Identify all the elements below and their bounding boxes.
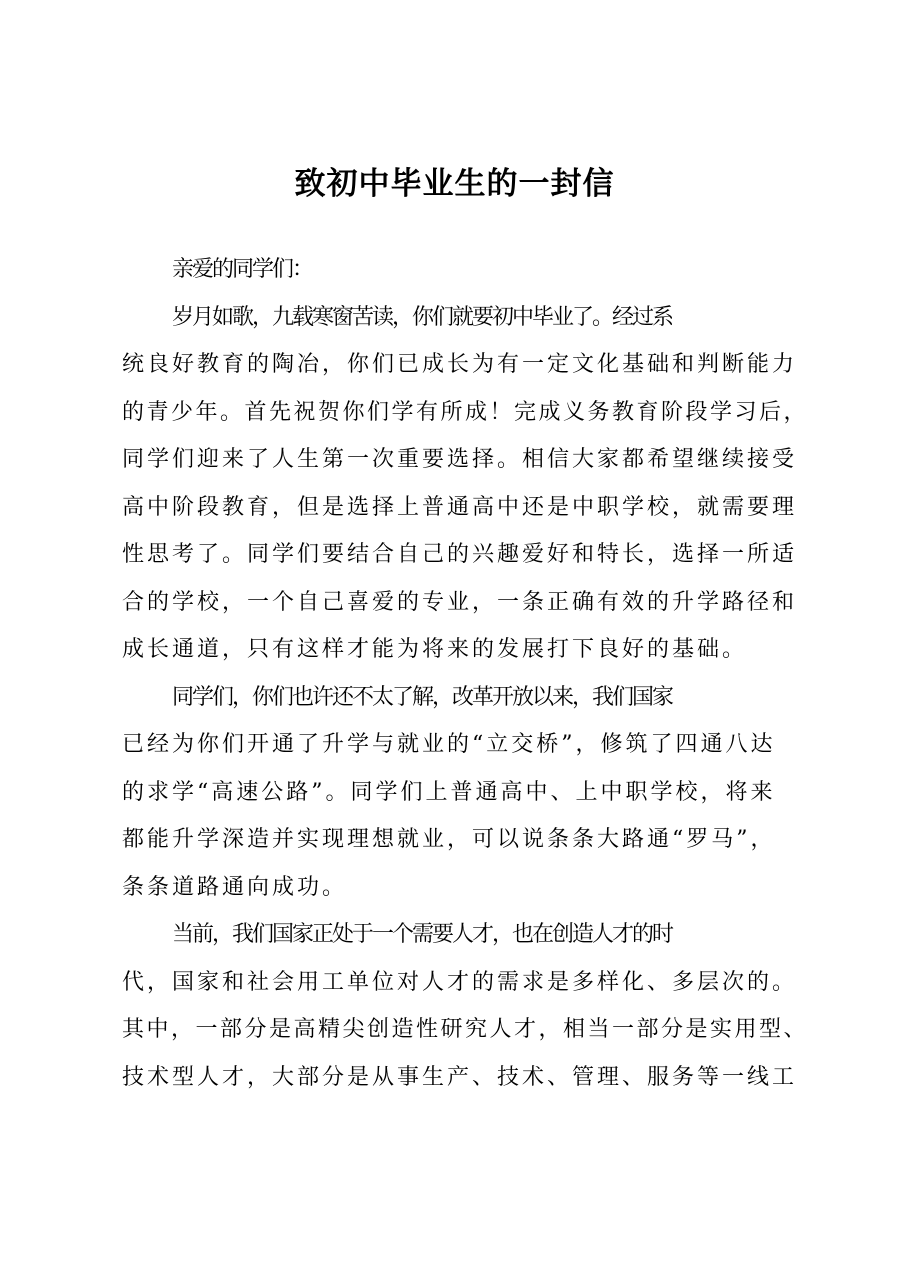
text-line: 岁月如歌，九载寒窗苦读，你们就要初中毕业了。经过系 <box>172 304 673 330</box>
text-line: 亲爱的同学们： <box>172 257 313 282</box>
text-line: 同学们迎来了人生第一次重要选择。相信大家都希望继续接受 <box>122 447 798 472</box>
text-line: 的青少年。首先祝贺你们学有所成！完成义务教育阶段学习后， <box>122 399 809 425</box>
text-line: 已经为你们开通了升学与就业的“立交桥”，修筑了四通八达 <box>122 732 776 757</box>
letter-body <box>122 246 812 1101</box>
text-line: 成长通道，只有这样才能为将来的发展打下良好的基础。 <box>122 637 748 662</box>
text-line: 技术型人才，大部分是从事生产、技术、管理、服务等一线工 <box>122 1064 798 1090</box>
text-line: 统良好教育的陶冶，你们已成长为有一定文化基础和判断能力 <box>122 352 798 377</box>
text-line: 当前，我们国家正处于一个需要人才，也在创造人才的时 <box>172 922 673 947</box>
text-line: 都能升学深造并实现理想就业，可以说条条大路通“罗马”， <box>122 827 776 852</box>
text-line: 合的学校，一个自己喜爱的专业，一条正确有效的升学路径和 <box>122 589 798 615</box>
text-line: 代，国家和社会用工单位对人才的需求是多样化、多层次的。 <box>122 969 798 995</box>
text-line: 条条道路通向成功。 <box>122 874 348 900</box>
text-line: 同学们，你们也许还不太了解，改革开放以来，我们国家 <box>172 684 673 710</box>
text-line: 性思考了。同学们要结合自己的兴趣爱好和特长，选择一所适 <box>122 542 798 567</box>
text-line: 的求学“高速公路”。同学们上普通高中、上中职学校，将来 <box>122 779 776 805</box>
document-title: 致初中毕业生的一封信 <box>294 166 615 202</box>
text-line: 其中，一部分是高精尖创造性研究人才，相当一部分是实用型、 <box>122 1017 809 1042</box>
text-line: 高中阶段教育，但是选择上普通高中还是中职学校，就需要理 <box>122 494 798 520</box>
